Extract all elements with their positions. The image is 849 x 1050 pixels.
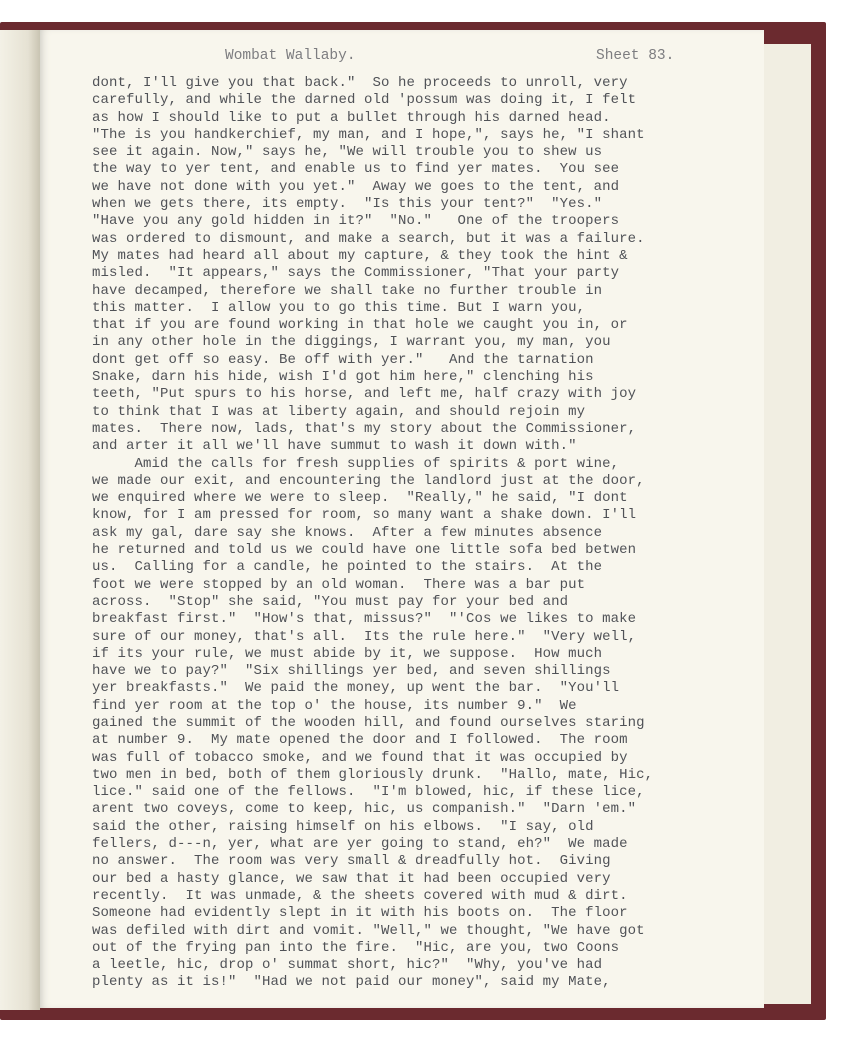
text-line: mates. There now, lads, that's my story about the Commissioner, xyxy=(92,420,637,437)
text-line: no answer. The room was very small & dreadfully hot. Giving xyxy=(92,853,611,870)
text-line: we made our exit, and encountering the landlord just at the door, xyxy=(92,472,645,489)
text-line: in any other hole in the diggings, I warrant you, my man, you xyxy=(92,334,611,351)
text-line: the way to yer tent, and enable us to find yer mates. You see xyxy=(92,161,620,178)
text-line: carefully, and while the darned old 'possum was doing it, I felt xyxy=(92,92,637,109)
text-line: find yer room at the top o' the house, its number 9." We xyxy=(92,697,577,714)
text-line: across. "Stop" she said, "You must pay for your bed and xyxy=(92,593,569,610)
text-line: arent two coveys, come to keep, hic, us companish." "Darn 'em." xyxy=(92,801,637,818)
typed-text-body xyxy=(92,75,732,992)
text-line: we have not done with you yet." Away we goes to the tent, and xyxy=(92,178,620,195)
text-line: was defiled with dirt and vomit. "Well," we thought, "We have got xyxy=(92,922,645,939)
sheet-number: Sheet 83. xyxy=(596,48,675,64)
text-line: teeth, "Put spurs to his horse, and left me, half crazy with joy xyxy=(92,386,637,403)
text-line: ask my gal, dare say she knows. After a few minutes absence xyxy=(92,524,603,541)
text-line: Snake, darn his hide, wish I'd got him here," clenching his xyxy=(92,369,594,386)
text-line: gained the summit of the wooden hill, and found ourselves staring xyxy=(92,714,645,731)
text-line: this matter. I allow you to go this time. But I warn you, xyxy=(92,299,586,316)
text-line: "The is you handkerchief, my man, and I hope,", says he, "I shant xyxy=(92,126,645,143)
text-line: lice." said one of the fellows. "I'm blowed, hic, if these lice, xyxy=(92,784,645,801)
page-title: Wombat Wallaby. xyxy=(225,48,356,64)
text-line: sure of our money, that's all. Its the rule here." "Very well, xyxy=(92,628,637,645)
text-line: out of the frying pan into the fire. "Hic, are you, two Coons xyxy=(92,939,620,956)
text-line: Someone had evidently slept in it with his boots on. The floor xyxy=(92,905,628,922)
text-line: dont get off so easy. Be off with yer." And the tarnation xyxy=(92,351,594,368)
text-line: plenty as it is!" "Had we not paid our money", said my Mate, xyxy=(92,974,611,991)
text-line: yer breakfasts." We paid the money, up went the bar. "You'll xyxy=(92,680,620,697)
text-line: know, for I am pressed for room, so many want a shake down. I'll xyxy=(92,507,637,524)
text-line: have decamped, therefore we shall take no further trouble in xyxy=(92,282,603,299)
text-line: if its your rule, we must abide by it, we suppose. How much xyxy=(92,645,603,662)
text-line: two men in bed, both of them gloriously drunk. "Hallo, mate, Hic, xyxy=(92,766,654,783)
text-line: Amid the calls for fresh supplies of spirits & port wine, xyxy=(92,455,620,472)
text-line: at number 9. My mate opened the door and I followed. The room xyxy=(92,732,628,749)
text-line: and arter it all we'll have summut to wash it down with." xyxy=(92,438,577,455)
text-line: My mates had heard all about my capture, & they took the hint & xyxy=(92,247,628,264)
text-line: to think that I was at liberty again, and should rejoin my xyxy=(92,403,586,420)
text-line: see it again. Now," says he, "We will trouble you to shew us xyxy=(92,144,603,161)
text-line: was full of tobacco smoke, and we found that it was occupied by xyxy=(92,749,628,766)
left-page xyxy=(0,30,40,1010)
text-line: fellers, d---n, yer, what are yer going to stand, eh?" We made xyxy=(92,836,628,853)
text-line: said the other, raising himself on his elbows. "I say, old xyxy=(92,818,594,835)
page-header xyxy=(40,48,764,70)
text-line: "Have you any gold hidden in it?" "No." One of the troopers xyxy=(92,213,620,230)
text-line: misled. "It appears," says the Commissioner, "That your party xyxy=(92,265,620,282)
text-line: as how I should like to put a bullet through his darned head. xyxy=(92,109,611,126)
text-line: our bed a hasty glance, we saw that it had been occupied very xyxy=(92,870,611,887)
text-line: foot we were stopped by an old woman. There was a bar put xyxy=(92,576,586,593)
text-line: when we gets there, its empty. "Is this your tent?" "Yes." xyxy=(92,196,603,213)
text-line: was ordered to dismount, and make a search, but it was a failure. xyxy=(92,230,645,247)
text-line: he returned and told us we could have one little sofa bed betwen xyxy=(92,542,637,559)
text-line: dont, I'll give you that back." So he proceeds to unroll, very xyxy=(92,75,628,91)
text-line: a leetle, hic, drop o' summat short, hic?" "Why, you've had xyxy=(92,957,603,974)
text-line: breakfast first." "How's that, missus?" "'Cos we likes to make xyxy=(92,611,637,628)
text-line: have we to pay?" "Six shillings yer bed, and seven shillings xyxy=(92,663,611,680)
text-line: us. Calling for a candle, he pointed to the stairs. At the xyxy=(92,559,603,576)
text-line: we enquired where we were to sleep. "Really," he said, "I dont xyxy=(92,490,628,507)
text-line: that if you are found working in that hole we caught you in, or xyxy=(92,317,628,334)
text-line: recently. It was unmade, & the sheets covered with mud & dirt. xyxy=(92,887,628,904)
page-edges xyxy=(760,44,811,1004)
manuscript-page xyxy=(40,30,764,1008)
